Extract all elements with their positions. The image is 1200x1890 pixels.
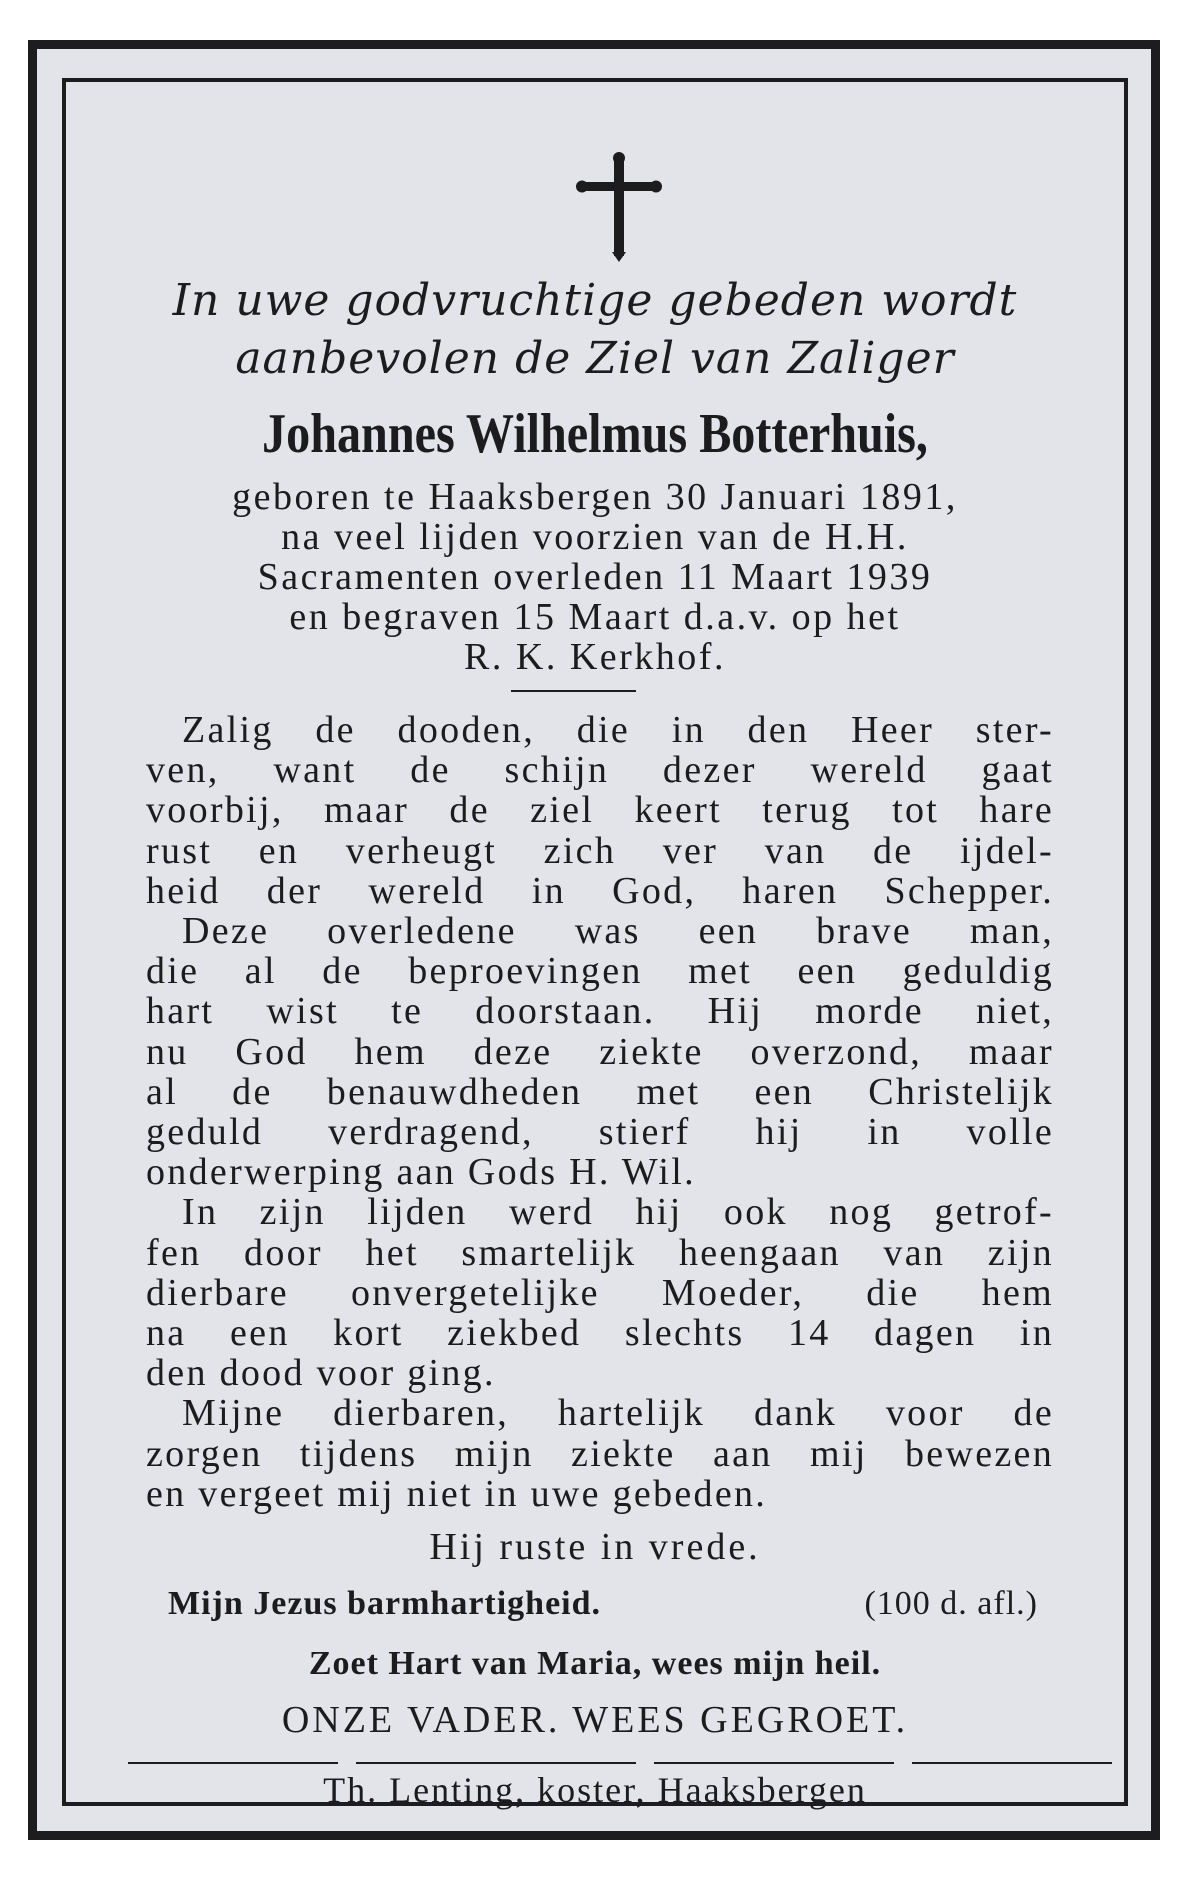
body-line: en vergeet mij niet in uwe gebeden. <box>146 1472 768 1515</box>
body-line: fen door het smartelijk heengaan van zijn <box>146 1231 1054 1274</box>
bio-line-3: Sacramenten overleden 11 Maart 1939 <box>257 556 933 598</box>
body-line: die al de beproevingen met een geduldig <box>146 950 1054 993</box>
deceased-name: Johannes Wilhelmus Botterhuis, <box>262 403 928 465</box>
body-line: Zalig de dooden, die in den Heer ster- <box>182 709 1054 751</box>
intro-line-1: In uwe godvruchtige gebeden wordt <box>172 275 1018 326</box>
body-line: geduld verdragend, stierf hij in volle <box>146 1111 1054 1154</box>
bio-line-4: en begraven 15 Maart d.a.v. op het <box>289 596 901 638</box>
footer-rule-3 <box>654 1762 894 1764</box>
body-line: onderwerping aan Gods H. Wil. <box>146 1151 696 1194</box>
bio-line-2: na veel lijden voorzien van de H.H. <box>281 516 909 558</box>
intro-line-2: aanbevolen de Ziel van Zaliger <box>235 333 955 384</box>
body-line: In zijn lijden werd hij ook nog getrof- <box>182 1191 1054 1234</box>
body-line: hart wist te doorstaan. Hij morde niet, <box>146 990 1054 1033</box>
bio-line-5: R. K. Kerkhof. <box>464 636 726 678</box>
body-line: zorgen tijdens mijn ziekte aan mij bewezen <box>146 1432 1054 1475</box>
rest-in-peace: Hij ruste in vrede. <box>429 1526 761 1568</box>
prayer-indulgence: (100 d. afl.) <box>864 1585 1038 1622</box>
card-inner-frame <box>62 78 1128 1810</box>
cross-icon <box>574 152 664 262</box>
body-line: al de benauwdheden met een Christelijk <box>146 1070 1054 1113</box>
divider-short <box>511 690 636 692</box>
body-line: Deze overledene was een brave man, <box>182 910 1054 953</box>
printer-credit: Th. Lenting, koster, Haaksbergen <box>323 1770 867 1810</box>
intro-text <box>66 272 1124 388</box>
body-line: Mijne dierbaren, hartelijk dank voor de <box>182 1392 1054 1435</box>
body-line: den dood voor ging. <box>146 1352 496 1395</box>
body-line: voorbij, maar de ziel keert terug tot hare <box>146 789 1054 832</box>
prayer-jezus: Mijn Jezus barmhartigheid. <box>168 1585 602 1622</box>
body-line: nu God hem deze ziekte overzond, maar <box>146 1030 1054 1073</box>
body-line: dierbare onvergetelijke Moeder, die hem <box>146 1271 1054 1314</box>
body-line: heid der wereld in God, haren Schepper. <box>146 869 1054 912</box>
biography <box>66 477 1124 677</box>
footer-rule-1 <box>128 1762 338 1764</box>
body-line: rust en verheugt zich ver van de ijdel- <box>146 829 1054 872</box>
body-line: na een kort ziekbed slechts 14 dagen in <box>146 1312 1054 1355</box>
prayer-maria: Zoet Hart van Maria, wees mijn heil. <box>308 1645 882 1682</box>
footer-rule-2 <box>356 1762 636 1764</box>
footer-rule-4 <box>912 1762 1112 1764</box>
bio-line-1: geboren te Haaksbergen 30 Januari 1891, <box>232 476 958 518</box>
body-text <box>146 710 1054 1514</box>
prayer-onze-vader: ONZE VADER. WEES GEGROET. <box>281 1699 909 1741</box>
body-line: ven, want de schijn dezer wereld gaat <box>146 749 1054 792</box>
